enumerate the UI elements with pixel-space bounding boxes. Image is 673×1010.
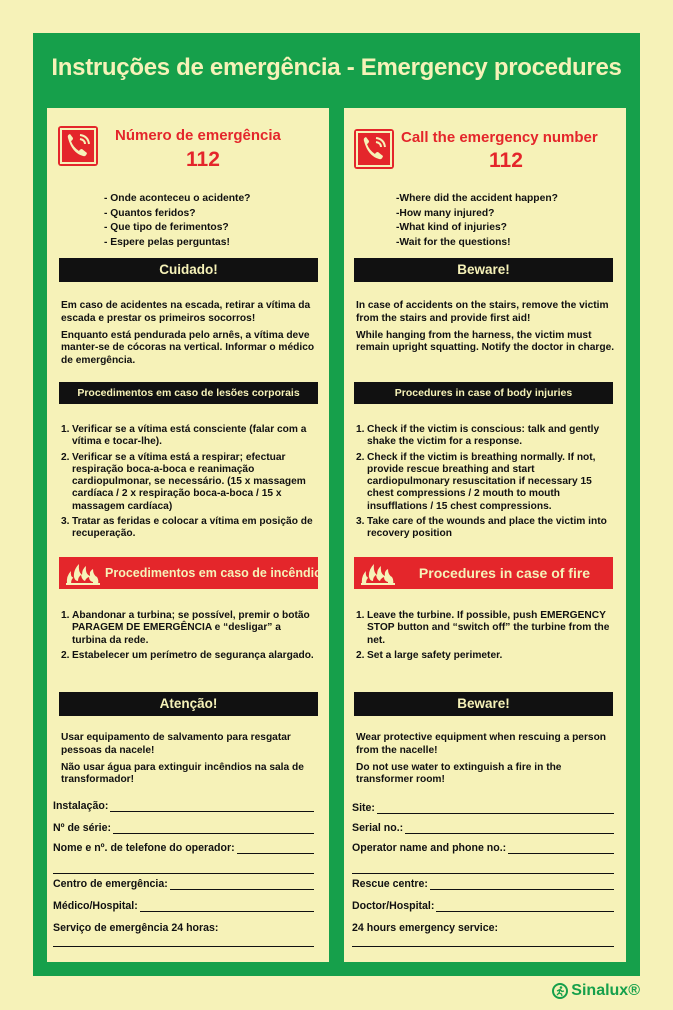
list-item: 2. Set a large safety perimeter.	[356, 649, 503, 661]
serial-field[interactable]: Serial no.:	[352, 822, 614, 834]
brand-name: Sinalux®	[571, 982, 640, 999]
caution-text	[356, 300, 616, 359]
injuries-steps	[356, 424, 616, 544]
list-item: - Quantos feridos?	[104, 207, 196, 219]
attention-heading: Beware!	[354, 692, 613, 716]
list-item: 1. Abandonar a turbina; se possível, premir o botão PARAGEM DE EMERGÊNCIA e “desligar” a turbina da rede.	[61, 610, 310, 646]
paragraph: Wear protective equipment when rescuing a person from the nacelle!	[356, 732, 607, 756]
phone-icon	[58, 126, 98, 166]
page-title: Instruções de emergência - Emergency procedures	[51, 54, 622, 81]
list-item: - Espere pelas perguntas!	[104, 236, 230, 248]
emergency-title: Call the emergency number	[401, 129, 598, 146]
attention-heading: Atenção!	[59, 692, 318, 716]
list-item: -How many injured?	[396, 207, 495, 219]
paragraph: Do not use water to extinguish a fire in the transformer room!	[356, 761, 562, 786]
operator-extra-line[interactable]	[53, 873, 314, 874]
paragraph: Em caso de acidentes na escada, retirar a vítima da escada e prestar os primeiros socorros!	[61, 300, 311, 324]
emergency-number: 112	[186, 148, 220, 171]
fire-steps	[61, 610, 317, 665]
paragraph: In case of accidents on the stairs, remove the victim from the stairs and provide first aid!	[356, 300, 609, 324]
service-line[interactable]	[352, 946, 614, 947]
brand-logo	[552, 982, 640, 1000]
list-item: - Que tipo de ferimentos?	[104, 222, 229, 234]
list-item: 3. Take care of the wounds and place the victim into recovery position	[356, 516, 607, 540]
serial-field[interactable]: Nº de série:	[53, 822, 314, 834]
site-field[interactable]: Site:	[352, 802, 614, 814]
list-item: 2. Estabelecer um perímetro de segurança alargado.	[61, 649, 314, 661]
caution-text	[61, 300, 319, 372]
paragraph: Não usar água para extinguir incêndios na sala de transformador!	[61, 761, 304, 786]
paragraph: Usar equipamento de salvamento para resgatar pessoas da nacele!	[61, 732, 291, 756]
doctor-field[interactable]: Médico/Hospital:	[53, 900, 314, 912]
doctor-field[interactable]: Doctor/Hospital:	[352, 900, 614, 912]
emergency-service-field[interactable]: 24 hours emergency service:	[352, 922, 499, 934]
injuries-steps	[61, 424, 317, 544]
injuries-heading: Procedimentos em caso de lesões corporais	[59, 382, 318, 404]
list-item: 2. Verificar se a vítima está a respirar; efectuar respiração boca-a-boca e reanimação cardiopulmonar, se necessário. (15 x massagem cardíaca / 2 x respiração boca-a-boca / 15 x massagem cardíaca)	[61, 451, 306, 512]
running-man-icon	[552, 983, 568, 999]
list-item: -Where did the accident happen?	[396, 193, 558, 204]
list-item: 2. Check if the victim is breathing normally. If not, provide rescue breathing and start cardiopulmonary resuscitation if necessary 15 chest compressions / 2 mouth to mouth insufflations / 15 chest compressions.	[356, 451, 596, 512]
caution-heading: Beware!	[354, 258, 613, 282]
question-list	[104, 192, 250, 250]
injuries-heading: Procedures in case of body injuries	[354, 382, 613, 404]
phone-icon	[354, 129, 394, 169]
fire-heading: Procedures in case of fire	[354, 557, 613, 589]
question-list	[396, 192, 558, 250]
operator-extra-line[interactable]	[352, 873, 614, 874]
fire-heading: Procedimentos em caso de incêndio	[59, 557, 318, 589]
emergency-number: 112	[489, 149, 523, 172]
list-item: 1. Verificar se a vítima está consciente (falar com a vítima e tocar-lhe).	[61, 424, 307, 448]
list-item: 1. Check if the victim is conscious: talk and gently shake the victim for a response.	[356, 424, 600, 448]
paragraph: While hanging from the harness, the victim must remain upright squatting. Notify the doctor in charge.	[356, 329, 615, 354]
fire-icon	[360, 561, 396, 585]
emergency-title: Número de emergência	[115, 127, 281, 144]
fire-steps	[356, 610, 616, 665]
fire-icon	[65, 561, 101, 585]
rescue-centre-field[interactable]: Rescue centre:	[352, 878, 614, 890]
operator-field[interactable]: Nome e nº. de telefone do operador:	[53, 842, 314, 854]
list-item: 3. Tratar as feridas e colocar a vítima em posição de recuperação.	[61, 516, 313, 540]
attention-text	[61, 732, 319, 791]
service-line[interactable]	[53, 946, 314, 947]
list-item: - Onde aconteceu o acidente?	[104, 193, 251, 204]
site-field[interactable]: Instalação:	[53, 800, 314, 812]
attention-text	[356, 732, 616, 791]
list-item: -What kind of injuries?	[396, 222, 507, 234]
emergency-service-field[interactable]: Serviço de emergência 24 horas:	[53, 922, 219, 934]
paragraph: Enquanto está pendurada pelo arnês, a vítima deve manter-se de cócoras na vertical. Informar o médico de emergência.	[61, 329, 315, 367]
list-item: 1. Leave the turbine. If possible, push EMERGENCY STOP button and “switch off” the turbine from the net.	[356, 610, 610, 646]
list-item: -Wait for the questions!	[396, 236, 511, 248]
operator-field[interactable]: Operator name and phone no.:	[352, 842, 614, 854]
rescue-centre-field[interactable]: Centro de emergência:	[53, 878, 314, 890]
column-english	[344, 108, 626, 962]
caution-heading: Cuidado!	[59, 258, 318, 282]
column-portuguese	[47, 108, 329, 962]
